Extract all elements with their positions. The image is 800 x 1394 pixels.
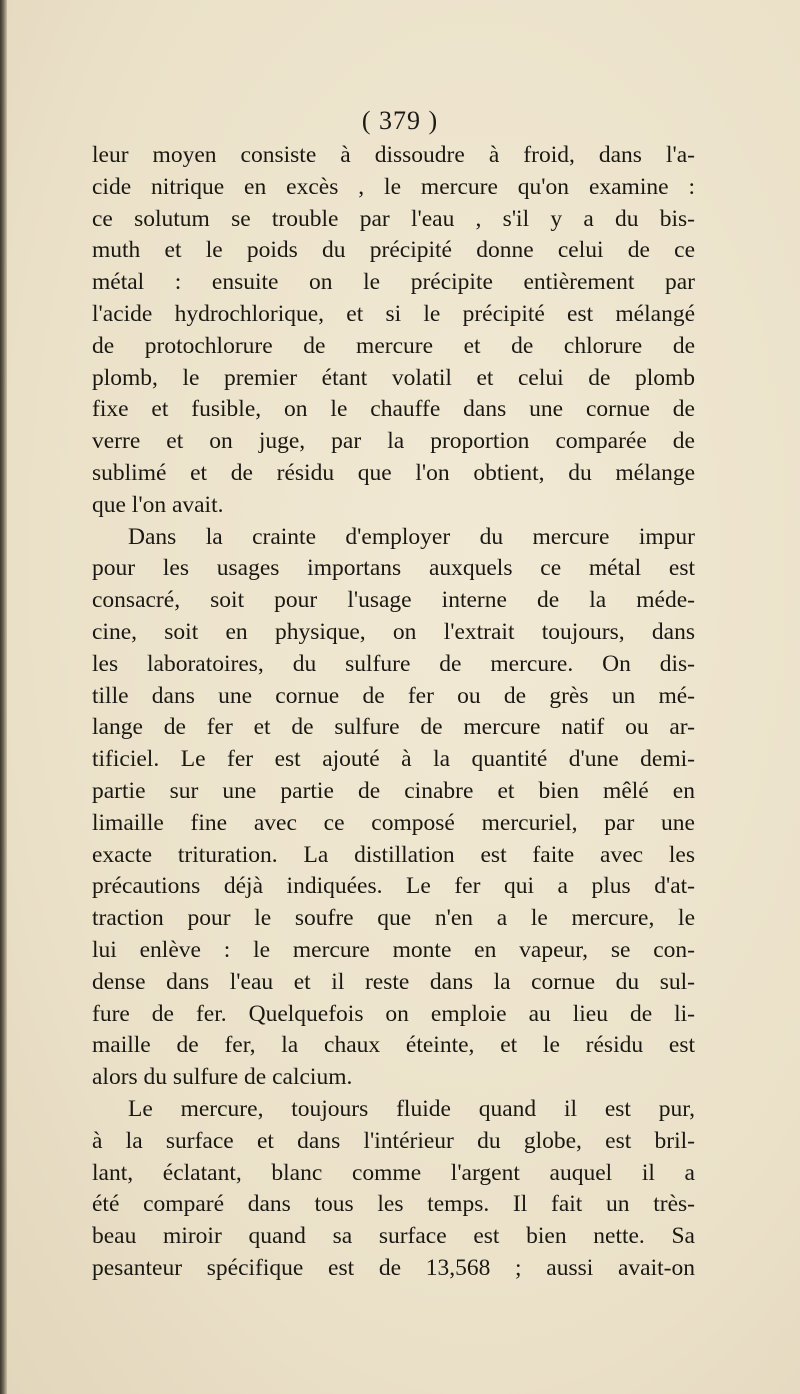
text-line: alors du sulfure de calcium.: [92, 1064, 353, 1091]
text-line: verre et on juge, par la proportion comparée de: [92, 428, 695, 455]
text-line: tille dans une cornue de fer ou de grès un mé-: [92, 682, 695, 709]
text-line: lange de fer et de sulfure de mercure natif ou ar-: [92, 714, 695, 741]
text-line: maille de fer, la chaux éteinte, et le résidu est: [92, 1032, 695, 1059]
page-number: ( 379 ): [361, 106, 439, 135]
text-line: partie sur une partie de cinabre et bien mêlé en: [92, 777, 695, 804]
text-line: cide nitrique en excès , le mercure qu'on examine :: [92, 173, 695, 200]
text-line: de protochlorure de mercure et de chlorure de: [92, 332, 695, 359]
text-line: exacte trituration. La distillation est faite avec les: [92, 841, 695, 868]
text-line: les laboratoires, du sulfure de mercure. On dis-: [92, 650, 695, 677]
text-line: traction pour le soufre que n'en a le mercure, le: [92, 905, 695, 932]
text-line: ce solutum se trouble par l'eau , s'il y a du bis-: [92, 205, 695, 232]
text-line: lant, éclatant, blanc comme l'argent auquel il a: [92, 1159, 695, 1186]
text-line: pour les usages importans auxquels ce métal est: [92, 555, 695, 582]
text-line: été comparé dans tous les temps. Il fait un très-: [92, 1191, 695, 1218]
text-line: cine, soit en physique, on l'extrait toujours, dans: [92, 618, 695, 645]
text-line: l'acide hydrochlorique, et si le précipité est mélangé: [92, 300, 695, 327]
text-line: leur moyen consiste à dissoudre à froid, dans l'a-: [92, 142, 695, 168]
text-line: lui enlève : le mercure monte en vapeur, se con-: [92, 936, 695, 963]
text-line: métal : ensuite on le précipite entièrement par: [92, 269, 695, 296]
text-line: muth et le poids du précipité donne celui de ce: [92, 237, 695, 264]
text-line: que l'on avait.: [92, 491, 224, 518]
text-line: limaille fine avec ce composé mercuriel, par une: [92, 809, 695, 836]
text-line: fixe et fusible, on le chauffe dans une cornue de: [92, 396, 695, 423]
text-line: consacré, soit pour l'usage interne de la méde-: [92, 587, 695, 614]
body-text: [92, 140, 695, 1285]
text-line: à la surface et dans l'intérieur du globe, est bril-: [92, 1127, 695, 1154]
text-line: Le mercure, toujours fluide quand il est pur,: [128, 1095, 695, 1122]
text-line: fure de fer. Quelquefois on emploie au lieu de li-: [92, 1000, 695, 1027]
text-line: précautions déjà indiquées. Le fer qui a plus d'at-: [92, 873, 695, 900]
text-line: tificiel. Le fer est ajouté à la quantité d'une demi-: [92, 746, 695, 773]
text-line: dense dans l'eau et il reste dans la cornue du sul-: [92, 968, 695, 995]
text-line: plomb, le premier étant volatil et celui de plomb: [92, 364, 695, 391]
text-line: pesanteur spécifique est de 13,568 ; aussi avait-on: [92, 1254, 695, 1281]
text-line: sublimé et de résidu que l'on obtient, du mélange: [92, 459, 695, 486]
binding-edge: [0, 0, 7, 1394]
text-line: beau miroir quand sa surface est bien nette. Sa: [92, 1223, 695, 1250]
text-line: Dans la crainte d'employer du mercure impur: [128, 523, 695, 550]
